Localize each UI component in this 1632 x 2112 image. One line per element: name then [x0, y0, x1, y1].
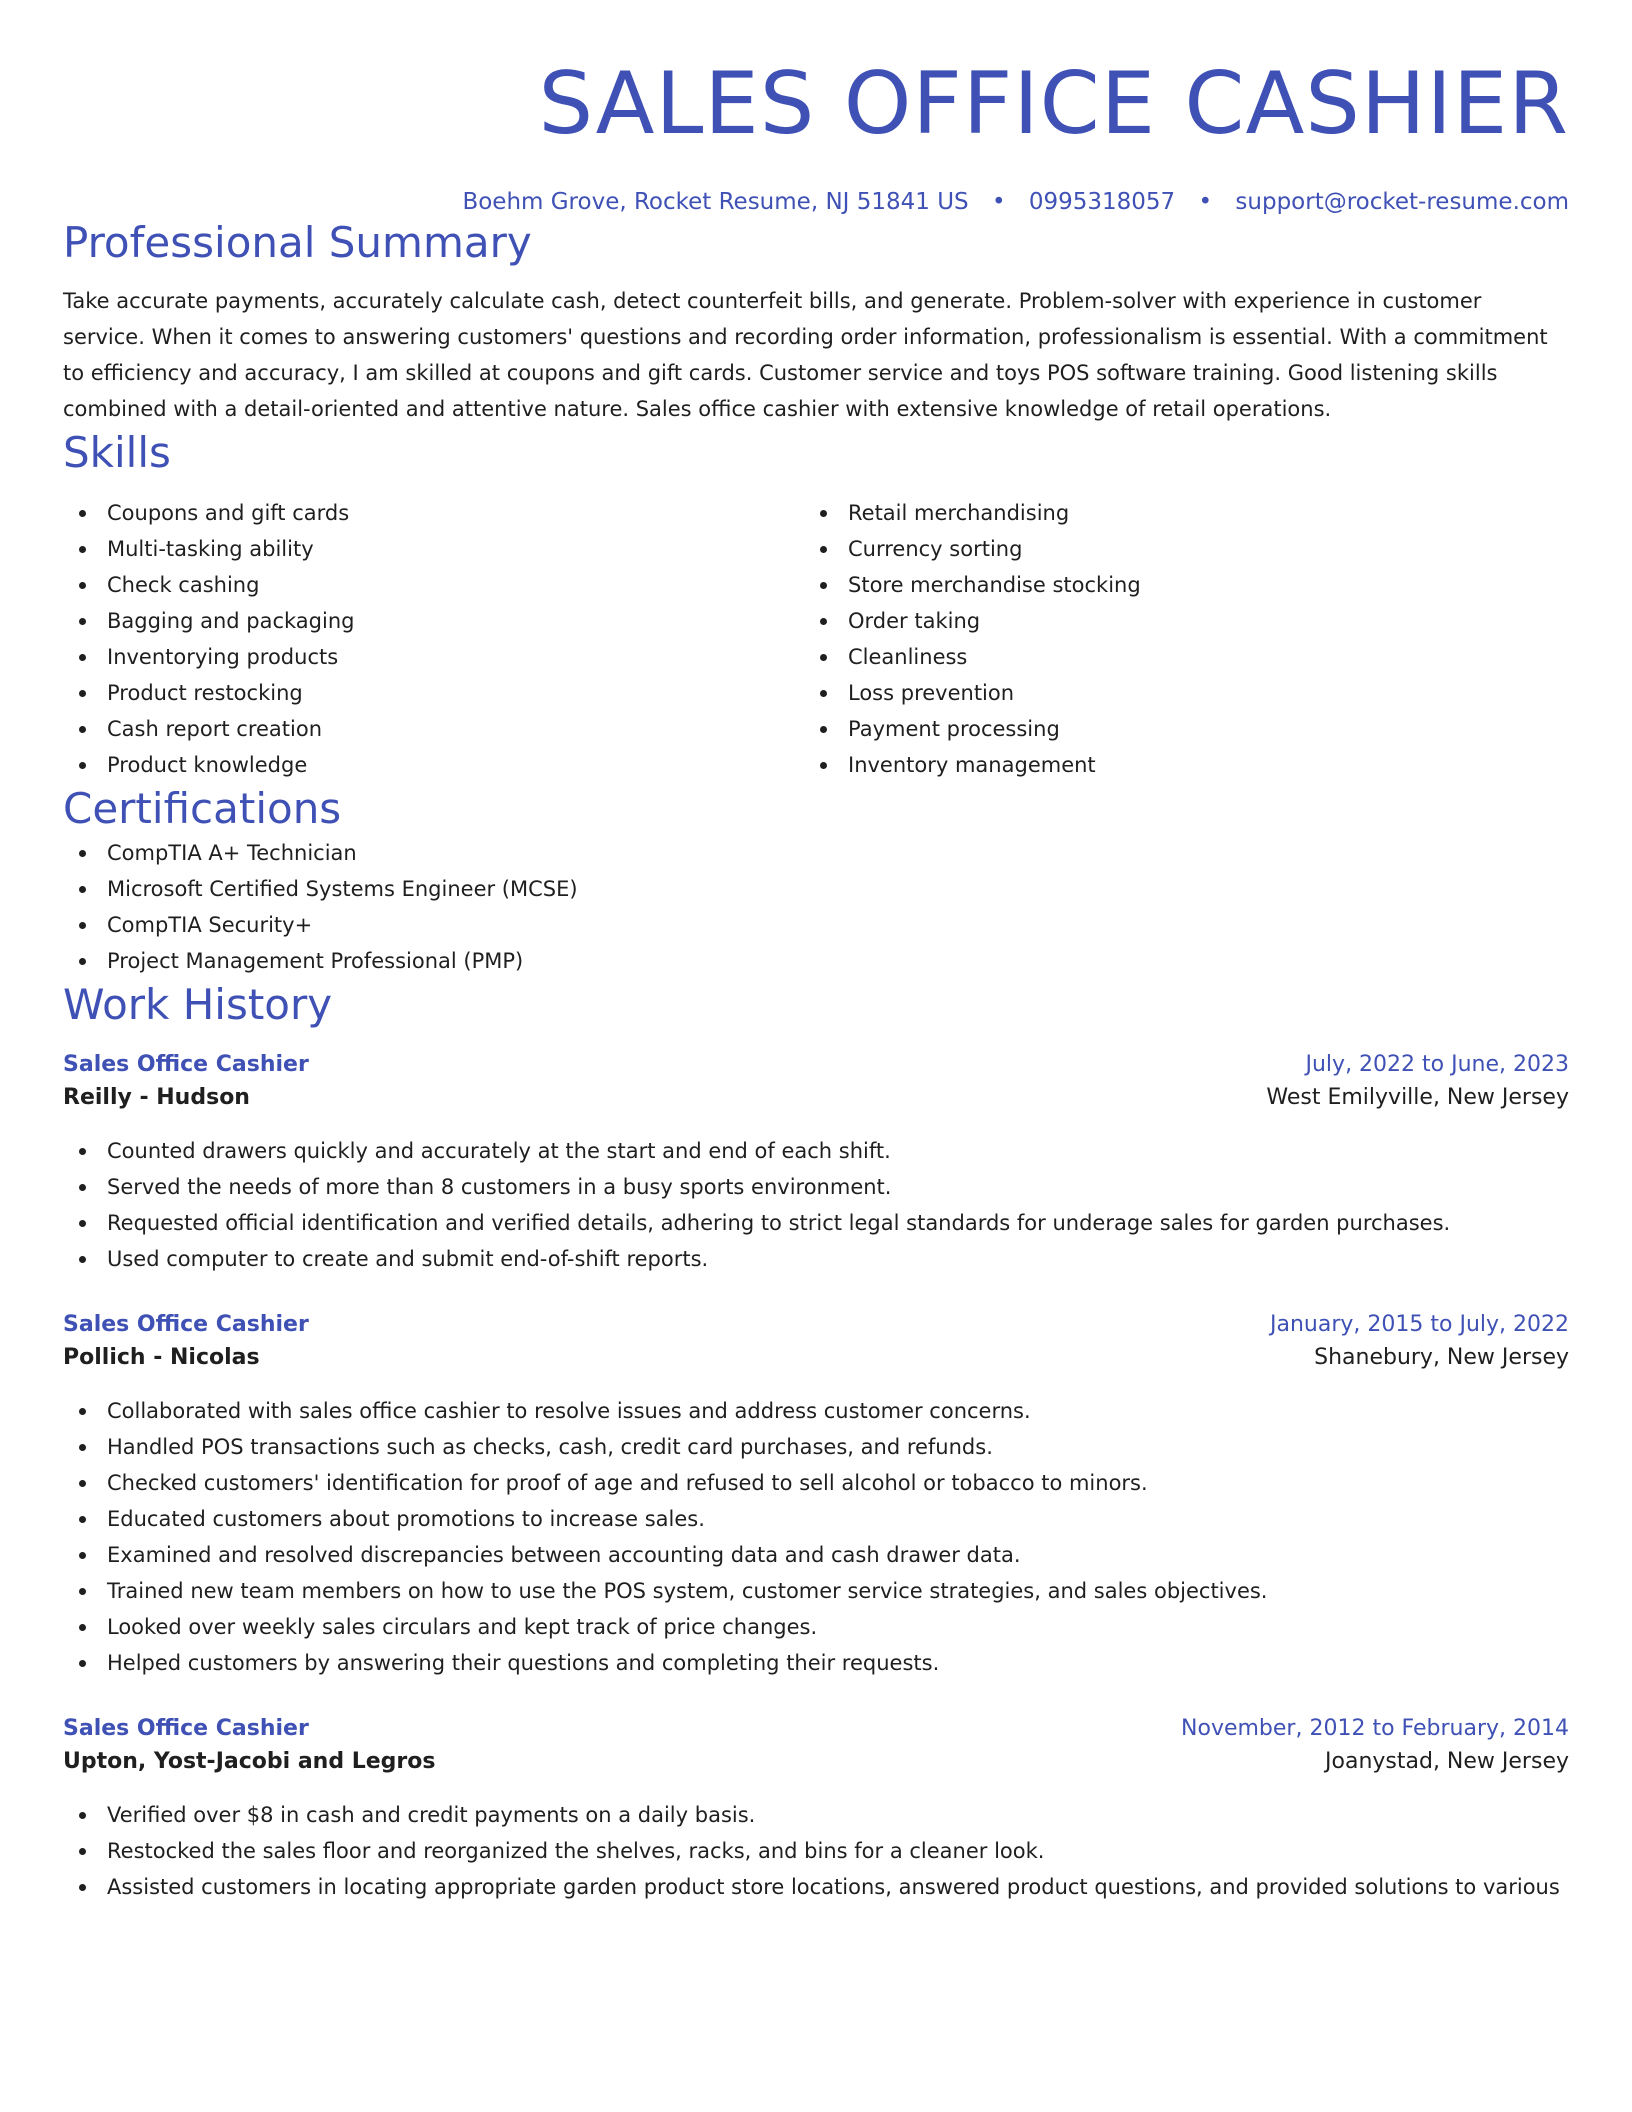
contact-address: Boehm Grove, Rocket Resume, NJ 51841 US	[462, 189, 969, 215]
skills-heading: Skills	[63, 428, 171, 477]
skill-item: Cash report creation	[63, 711, 804, 747]
job-entry	[63, 1309, 1569, 1681]
summary-text: Take accurate payments, accurately calculate cash, detect counterfeit bills, and generate. Problem-solver with experience in customer service. When it comes to answering customers' questions and recording order information, professionalism is essential. With a commitment to efficiency and accuracy, I am skilled at coupons and gift cards. Customer service and toys POS software training. Good listening skills combined with a detail-oriented and attentive nature. Sales office cashier with extensive knowledge of retail operations.	[63, 289, 1548, 421]
job-bullet: Collaborated with sales office cashier to resolve issues and address customer concerns.	[63, 1393, 1569, 1429]
skill-item: Multi-tasking ability	[63, 531, 804, 567]
skill-item: Retail merchandising	[804, 495, 1545, 531]
job-company: Pollich - Nicolas	[63, 1345, 260, 1370]
certification-item: Project Management Professional (PMP)	[63, 943, 1569, 979]
job-entry	[63, 1713, 1569, 1905]
contact-separator: •	[1198, 189, 1213, 215]
skill-item: Product restocking	[63, 675, 804, 711]
job-company: Reilly - Hudson	[63, 1085, 250, 1110]
job-bullets	[63, 1133, 1569, 1277]
job-bullet: Used computer to create and submit end-of-shift reports.	[63, 1241, 1569, 1277]
skill-item: Check cashing	[63, 567, 804, 603]
skill-item: Currency sorting	[804, 531, 1545, 567]
skill-item: Loss prevention	[804, 675, 1545, 711]
contact-separator: •	[991, 189, 1006, 215]
skills-list-right	[804, 495, 1545, 783]
skill-item: Bagging and packaging	[63, 603, 804, 639]
job-bullet: Counted drawers quickly and accurately at the start and end of each shift.	[63, 1133, 1569, 1169]
job-role: Sales Office Cashier	[63, 1052, 309, 1077]
work-history-heading: Work History	[63, 980, 333, 1029]
certifications-heading: Certifications	[63, 784, 342, 833]
skill-item: Product knowledge	[63, 747, 804, 783]
job-bullet: Educated customers about promotions to increase sales.	[63, 1501, 1569, 1537]
certification-item: CompTIA A+ Technician	[63, 835, 1569, 871]
job-bullet: Requested official identification and verified details, adhering to strict legal standards for underage sales for garden purchases.	[63, 1205, 1569, 1241]
skill-item: Inventory management	[804, 747, 1545, 783]
job-bullets	[63, 1393, 1569, 1681]
job-bullet: Helped customers by answering their questions and completing their requests.	[63, 1645, 1569, 1681]
job-dates: January, 2015 to July, 2022	[1270, 1312, 1569, 1337]
job-bullet: Handled POS transactions such as checks, cash, credit card purchases, and refunds.	[63, 1429, 1569, 1465]
job-location: Joanystad, New Jersey	[1325, 1749, 1569, 1774]
skill-item: Cleanliness	[804, 639, 1545, 675]
job-location: Shanebury, New Jersey	[1314, 1345, 1569, 1370]
job-bullet: Assisted customers in locating appropriate garden product store locations, answered product questions, and provided solutions to various	[63, 1869, 1569, 1905]
job-dates: July, 2022 to June, 2023	[1305, 1052, 1569, 1077]
job-company: Upton, Yost-Jacobi and Legros	[63, 1749, 436, 1774]
job-bullet: Served the needs of more than 8 customers in a busy sports environment.	[63, 1169, 1569, 1205]
job-dates: November, 2012 to February, 2014	[1181, 1716, 1569, 1741]
job-role: Sales Office Cashier	[63, 1312, 309, 1337]
job-role: Sales Office Cashier	[63, 1716, 309, 1741]
skills-grid	[63, 495, 1569, 783]
job-location: West Emilyville, New Jersey	[1266, 1085, 1569, 1110]
job-entry	[63, 1049, 1569, 1277]
skill-item: Coupons and gift cards	[63, 495, 804, 531]
skill-item: Order taking	[804, 603, 1545, 639]
contact-phone: 0995318057	[1028, 189, 1176, 215]
job-bullet: Looked over weekly sales circulars and kept track of price changes.	[63, 1609, 1569, 1645]
job-bullets	[63, 1797, 1569, 1905]
certification-item: Microsoft Certified Systems Engineer (MCSE)	[63, 871, 1569, 907]
job-bullet: Trained new team members on how to use the POS system, customer service strategies, and sales objectives.	[63, 1573, 1569, 1609]
summary-heading: Professional Summary	[63, 218, 532, 267]
skill-item: Store merchandise stocking	[804, 567, 1545, 603]
certification-item: CompTIA Security+	[63, 907, 1569, 943]
job-bullet: Checked customers' identification for proof of age and refused to sell alcohol or tobacco to minors.	[63, 1465, 1569, 1501]
job-bullet: Verified over $8 in cash and credit payments on a daily basis.	[63, 1797, 1569, 1833]
skill-item: Inventorying products	[63, 639, 804, 675]
skills-list-left	[63, 495, 804, 783]
resume-name: SALES OFFICE CASHIER	[538, 54, 1569, 154]
job-bullet: Examined and resolved discrepancies between accounting data and cash drawer data.	[63, 1537, 1569, 1573]
job-bullet: Restocked the sales floor and reorganized the shelves, racks, and bins for a cleaner look.	[63, 1833, 1569, 1869]
contact-line	[63, 187, 1569, 217]
skill-item: Payment processing	[804, 711, 1545, 747]
certifications-list	[63, 835, 1569, 979]
contact-email: support@rocket-resume.com	[1235, 189, 1569, 215]
